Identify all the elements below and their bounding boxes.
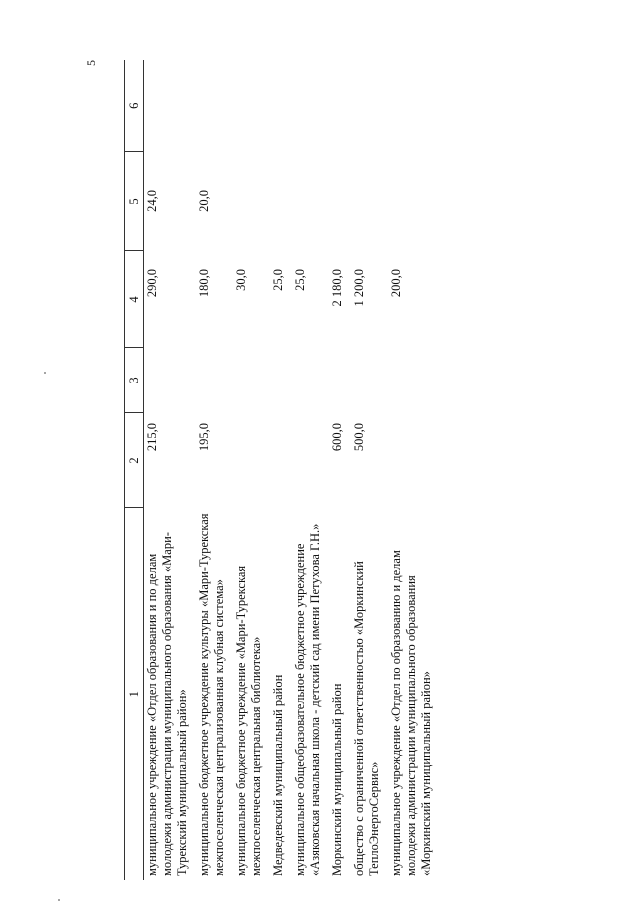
row-col-5: 24,0 [145,190,159,212]
row-col-5 [351,152,388,251]
table-body [144,60,441,880]
row-col-4: 30,0 [234,269,248,291]
row-col-5: 20,0 [197,190,211,212]
header-col-6: 6 [125,60,144,152]
row-col-6 [329,60,351,152]
row-name: муниципальное бюджетное учреждение «Мари-Турекская межпоселенческая центральная библиотека» [234,565,263,876]
row-col-3 [388,348,440,413]
table-row [233,60,270,880]
row-name: муниципальное общеобразовательное бюджетное учреждение «Азяковская начальная школа - детский сад имени Петухова Г.Н.» [293,523,322,876]
row-col-6 [233,60,270,152]
row-name: муниципальное учреждение «Отдел образования и по делам молодежи администрации муниципального образования «Мари-Турекский муниципальный район» [145,532,189,876]
header-col-5: 5 [125,152,144,251]
row-name: муниципальное учреждение «Отдел по образованию и делам молодежи администрации муниципального образования «Моркинский муниципальный район» [389,550,433,876]
row-col-6 [196,60,233,152]
row-col-2: 195,0 [197,423,211,452]
row-col-2 [233,413,270,508]
row-col-3 [144,348,197,413]
row-col-6 [351,60,388,152]
row-col-5 [270,152,292,251]
row-col-4: 180,0 [197,269,211,298]
row-name: Медведевский муниципальный район [271,674,285,876]
header-col-4: 4 [125,251,144,348]
row-col-2: 215,0 [145,423,159,452]
table-row [388,60,440,880]
page-number: 5 [84,60,98,66]
row-col-5 [329,152,351,251]
row-col-5 [292,152,329,251]
row-col-2: 500,0 [352,423,366,452]
row-col-2 [388,413,440,508]
row-name: Моркинский муниципальный район [330,683,344,876]
row-col-3 [351,348,388,413]
rotated-page-content [124,60,639,880]
row-col-4: 290,0 [145,269,159,298]
row-col-3 [329,348,351,413]
row-col-2 [292,413,329,508]
row-col-3 [233,348,270,413]
row-col-4: 25,0 [271,269,285,291]
header-col-2: 2 [125,413,144,508]
budget-table [124,60,440,880]
header-row [125,60,144,880]
table-row [196,60,233,880]
row-col-4: 1 200,0 [352,269,366,307]
row-name: общество с ограниченной ответственностью «Моркинский ТеплоЭнергоСервис» [352,561,381,876]
table-row [292,60,329,880]
table-row [351,60,388,880]
scan-speck [44,372,46,374]
table-header [125,60,144,880]
header-col-1: 1 [125,508,144,880]
row-col-2: 600,0 [330,423,344,452]
row-col-2 [270,413,292,508]
row-col-3 [292,348,329,413]
row-col-6 [144,60,197,152]
row-col-4: 2 180,0 [330,269,344,307]
table-row [270,60,292,880]
row-col-6 [292,60,329,152]
table-row [144,60,197,880]
scan-speck [58,899,60,901]
table-row [329,60,351,880]
row-col-5 [388,152,440,251]
row-col-3 [270,348,292,413]
row-col-4: 25,0 [293,269,307,291]
row-col-6 [388,60,440,152]
row-col-4: 200,0 [389,269,403,298]
header-col-3: 3 [125,348,144,413]
row-col-3 [196,348,233,413]
row-col-5 [233,152,270,251]
row-col-6 [270,60,292,152]
row-name: муниципальное бюджетное учреждение культуры «Мари-Турекская межпоселенческая централизованная клубная система» [197,513,226,876]
